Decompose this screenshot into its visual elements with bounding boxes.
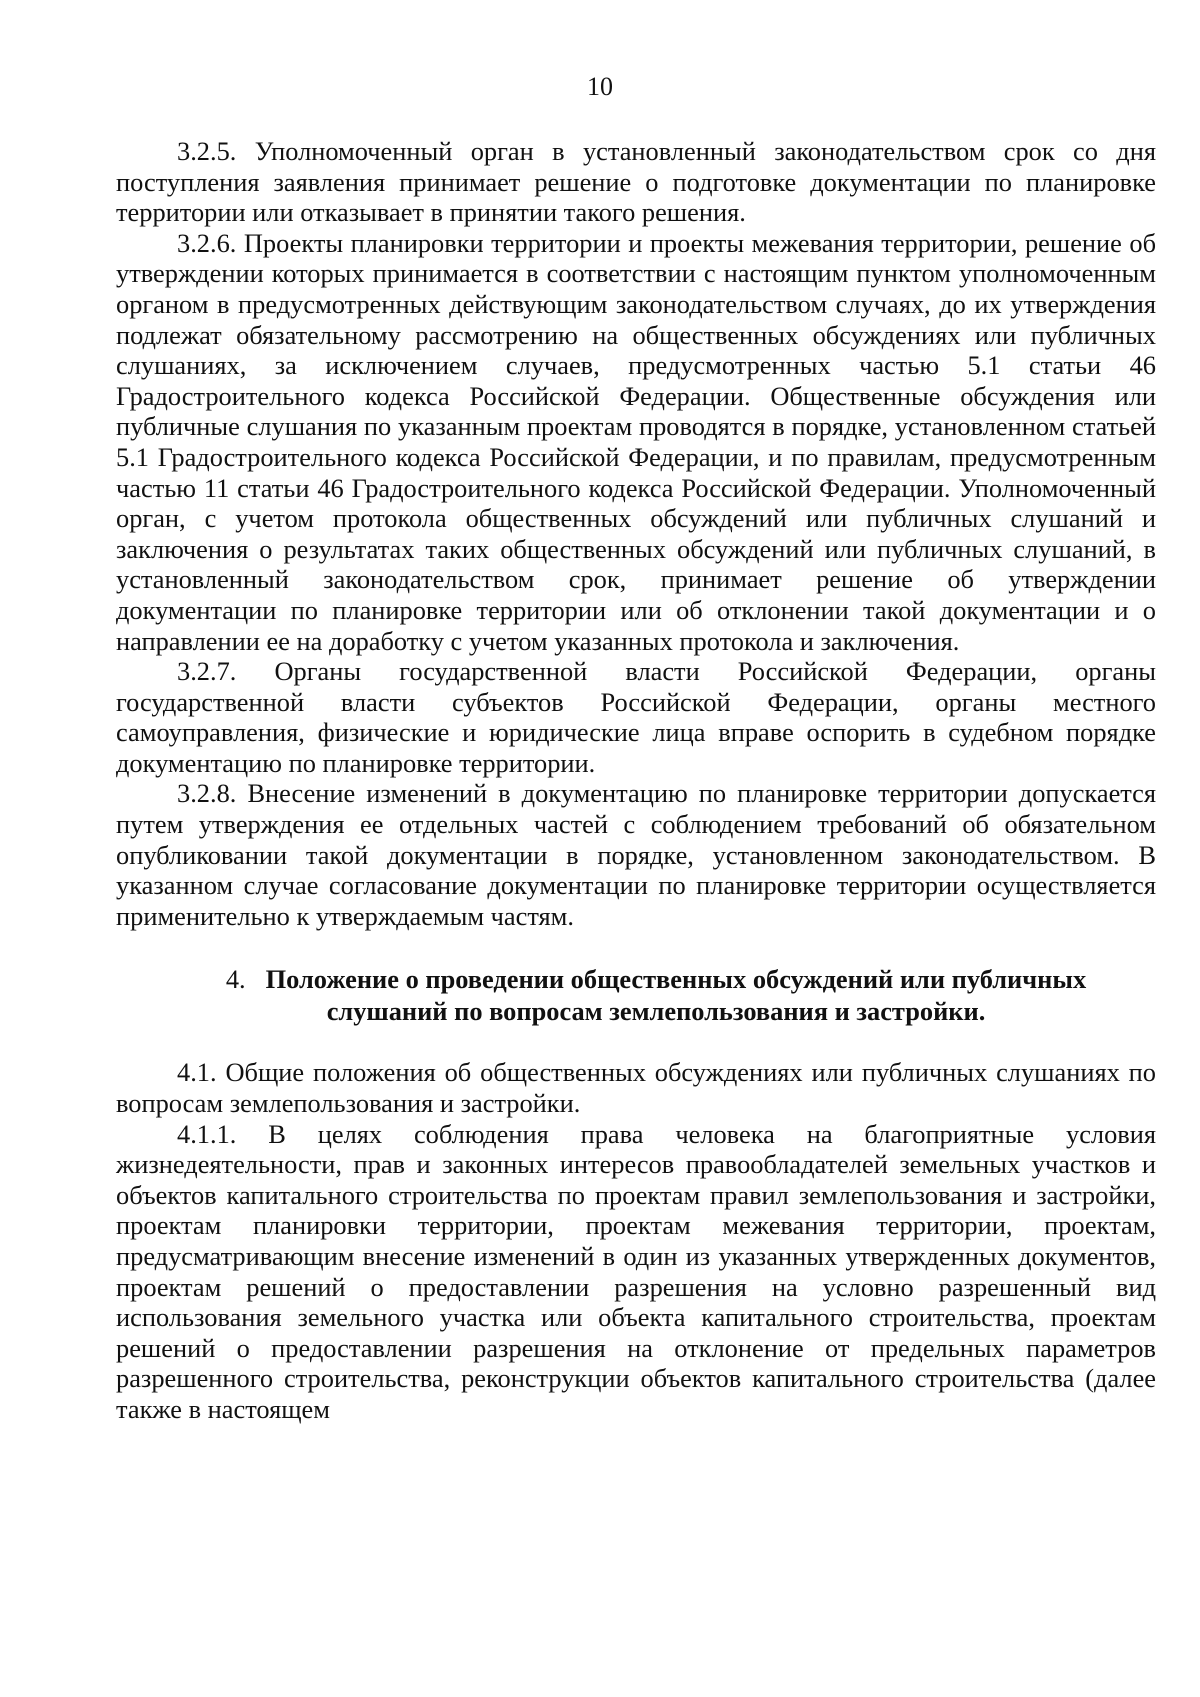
section-number: 4. bbox=[225, 964, 246, 995]
paragraph-3-2-5: 3.2.5. Уполномоченный орган в установленный законодательством срок со дня поступления заявления принимает решение о подготовке документации по планировке территории или отказывает в принятии такого решения. bbox=[116, 136, 1156, 228]
paragraph-3-2-6: 3.2.6. Проекты планировки территории и проекты межевания территории, решение об утверждении которых принимается в соответствии с настоящим пунктом уполномоченным органом в предусмотренных действующим законодательством случаях, до их утверждения подлежат обязательному рассмотрению на общественных обсуждениях или публичных слушаниях, за исключением случаев, предусмотренных частью 5.1 статьи 46 Градостроительного кодекса Российской Федерации. Общественные обсуждения или публичные слушания по указанным проектам проводятся в порядке, установленном статьей 5.1 Градостроительного кодекса Российской Федерации, и по правилам, предусмотренным частью 11 статьи 46 Градостроительного кодекса Российской Федерации. Уполномоченный орган, с учетом протокола общественных обсуждений или публичных слушаний и заключения о результатах таких общественных обсуждений или публичных слушаний, в установленный законодательством срок, принимает решение об утверждении документации по планировке территории или об отклонении такой документации и о направлении ее на доработку с учетом указанных протокола и заключения. bbox=[116, 227, 1156, 656]
paragraph-3-2-7: 3.2.7. Органы государственной власти Российской Федерации, органы государственной власти субъектов Российской Федерации, органы местного самоуправления, физические и юридические лица вправе оспорить в судебном порядке документацию по планировке территории. bbox=[116, 656, 1156, 778]
section-heading-line-1 bbox=[156, 963, 1156, 995]
paragraph-4-1-1: 4.1.1. В целях соблюдения права человека на благоприятные условия жизнедеятельности, прав и законных интересов правообладателей земельных участков и объектов капитального строительства по проектам правил землепользования и застройки, проектам планировки территории, проектам межевания территории, проектам, предусматривающим внесение изменений в один из указанных утвержденных документов, проектам решений о предоставлении разрешения на условно разрешенный вид использования земельного участка или объекта капитального строительства, проектам решений о предоставлении разрешения на отклонение от предельных параметров разрешенного строительства, реконструкции объектов капитального строительства (далее также в настоящем bbox=[116, 1118, 1156, 1424]
paragraph-3-2-8: 3.2.8. Внесение изменений в документацию по планировке территории допускается путем утверждения ее отдельных частей с соблюдением требований об обязательном опубликовании такой документации в порядке, установленном законодательством. В указанном случае согласование документации по планировке территории осуществляется применительно к утверждаемым частям. bbox=[116, 778, 1156, 931]
section-heading bbox=[116, 963, 1156, 1027]
page-number: 10 bbox=[587, 72, 613, 101]
paragraph-4-1: 4.1. Общие положения об общественных обсуждениях или публичных слушаниях по вопросам землепользования и застройки. bbox=[116, 1057, 1156, 1119]
section-title-line-2: слушаний по вопросам землепользования и застройки. bbox=[326, 996, 986, 1027]
section-title-line-1: Положение о проведении общественных обсуждений или публичных bbox=[265, 964, 1087, 995]
document-body bbox=[116, 136, 1156, 1425]
section-heading-line-2 bbox=[156, 995, 1156, 1027]
